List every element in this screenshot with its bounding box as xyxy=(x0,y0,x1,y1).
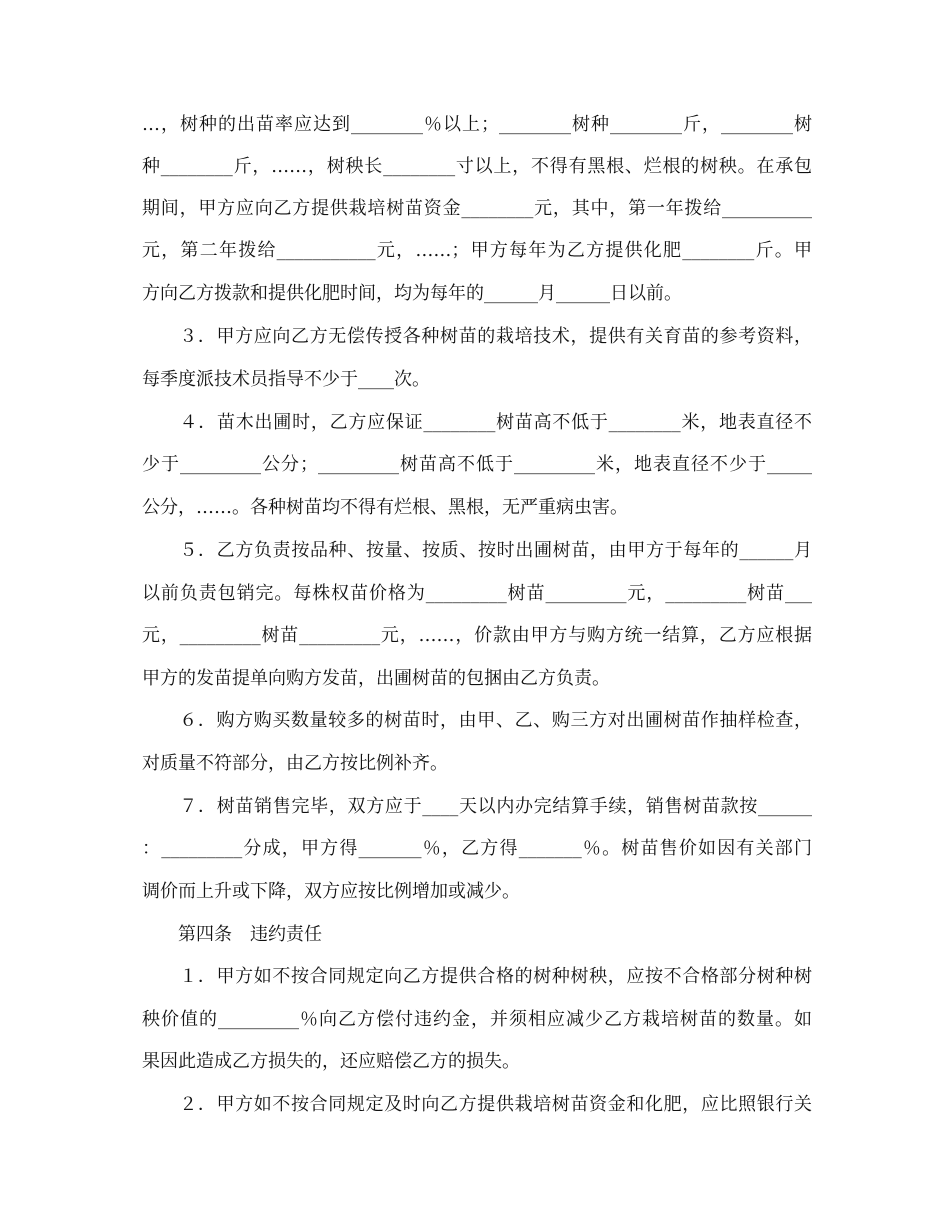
text-line-5: 方向乙方拨款和提供化肥时间，均为每年的______月______日以前。 xyxy=(142,283,682,304)
text-line-21: １．甲方如不按合同规定向乙方提供合格的树种树秧，应按不合格部分树种树 xyxy=(142,966,812,987)
text-line-23: 果因此造成乙方损失的，还应赔偿乙方的损失。 xyxy=(142,1051,520,1072)
text-line-3: 期间，甲方应向乙方提供栽培树苗资金________元，其中，第一年拨给__________ xyxy=(142,198,812,219)
text-line-9: 少于_________公分；_________树苗高不低于_________米，地表直径不少于_____ xyxy=(142,454,812,475)
text-line-1: …，树种的出苗率应达到________％以上；________树种________斤，________树 xyxy=(142,114,812,135)
text-line-14: 甲方的发苗提单向购方发苗，出圃树苗的包捆由乙方负责。 xyxy=(142,668,610,689)
text-line-19: 调价而上升或下降，双方应按比例增加或减少。 xyxy=(142,881,520,902)
text-line-24: ２．甲方如不按合同规定及时向乙方提供栽培树苗资金和化肥，应比照银行关 xyxy=(142,1094,812,1115)
text-line-18: ：_________分成，甲方得_______％，乙方得_______％。树苗售价如因有关部门 xyxy=(142,838,812,859)
text-line-4: 元，第二年拨给___________元，……；甲方每年为乙方提供化肥________斤。甲 xyxy=(142,240,812,261)
text-line-13: 元，_________树苗_________元，……，价款由甲方与购方统一结算，乙方应根据 xyxy=(142,625,812,646)
text-line-2: 种________斤，……，树秧长________寸以上，不得有黑根、烂根的树秧。在承包 xyxy=(142,156,812,177)
text-line-16: 对质量不符部分，由乙方按比例补齐。 xyxy=(142,753,448,774)
section-heading-breach-of-contract: 第四条 违约责任 xyxy=(142,924,322,945)
text-line-12: 以前负责包销完。每株权苗价格为_________树苗_________元，_________树苗___ xyxy=(142,583,812,604)
text-line-10: 公分，……。各种树苗均不得有烂根、黑根，无严重病虫害。 xyxy=(142,497,628,518)
text-line-17: ７．树苗销售完毕，双方应于____天以内办完结算手续，销售树苗款按______ xyxy=(142,796,812,817)
text-line-15: ６．购方购买数量较多的树苗时，由甲、乙、购三方对出圃树苗作抽样检查， xyxy=(142,710,812,731)
text-line-8: ４．苗木出圃时，乙方应保证________树苗高不低于________米，地表直径不 xyxy=(142,412,812,433)
text-line-11: ５．乙方负责按品种、按量、按质、按时出圃树苗，由甲方于每年的______月 xyxy=(142,540,812,561)
text-line-7: 每季度派技术员指导不少于____次。 xyxy=(142,369,430,390)
text-line-22: 秧价值的_________％向乙方偿付违约金，并须相应减少乙方栽培树苗的数量。如 xyxy=(142,1009,812,1030)
text-line-6: ３．甲方应向乙方无偿传授各种树苗的栽培技术，提供有关育苗的参考资料， xyxy=(142,326,812,347)
